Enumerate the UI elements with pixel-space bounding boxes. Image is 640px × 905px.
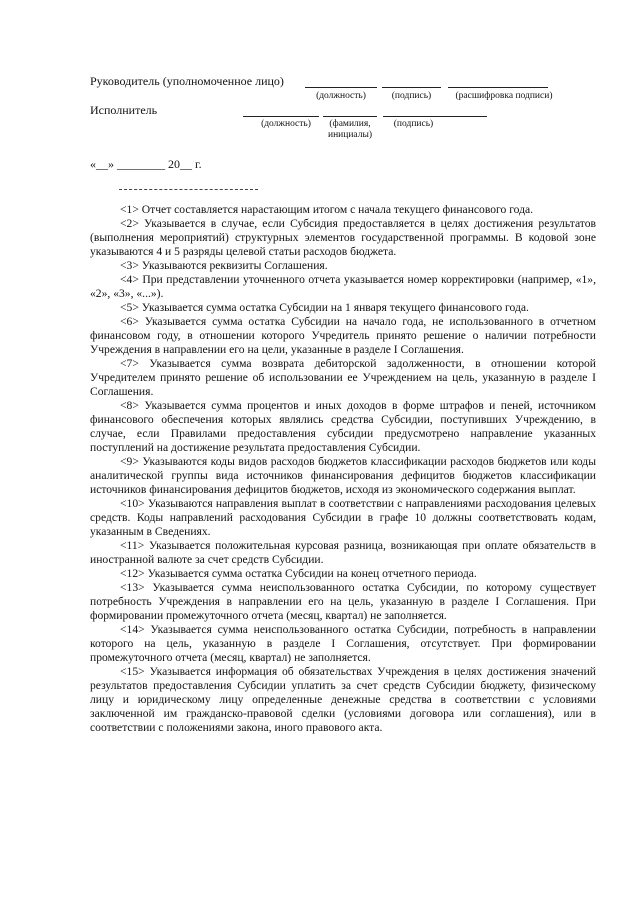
executor-name-caption-1: (фамилия, <box>329 119 371 129</box>
footnote-4: <4> При представлении уточненного отчета указывается номер корректировки (например, «1», «2», «3», «...»). <box>90 273 596 300</box>
executor-position-caption: (должность) <box>261 119 311 129</box>
executor-name-caption-2: инициалы) <box>327 130 372 140</box>
footnote-9: <9> Указываются коды видов расходов бюджетов классификации расходов бюджетов или коды аналитической группы вида источников финансирования дефицитов бюджетов классификации источников финансирования дефицитов бюджетов, исходя из экономического содержания выплат. <box>90 455 596 496</box>
head-decoding-caption: (расшифровка подписи) <box>455 91 553 101</box>
footnote-15: <15> Указывается информация об обязательствах Учреждения в целях достижения значений результатов предоставления Субсидии уплатить за счет средств Субсидии бюджету, физическому лицу и юридическому лицу определенные денежные средства в соответствии с условиями заключенной им гражданско-правовой сделки (условиями договора или соглашения), или в соответствии с положениями закона, иного правового акта. <box>90 665 596 734</box>
head-label: Руководитель (уполномоченное лицо) <box>90 74 284 88</box>
footnote-10: <10> Указываются направления выплат в соответствии с направлениями расходования целевых средств. Коды направлений расходования Субсидии в графе 10 должны соответствовать кодам, указанным в Сведениях. <box>90 497 596 538</box>
footnote-11: <11> Указывается положительная курсовая разница, возникающая при оплате обязательств в иностранной валюте за счет средств Субсидии. <box>90 539 596 566</box>
footnotes <box>90 203 596 735</box>
footnote-7: <7> Указывается сумма возврата дебиторской задолженности, в отношении которой Учредителем принято решение об использовании ее Учреждением на цель, указанную в разделе I Соглашения. <box>90 357 596 398</box>
executor-position-line <box>243 116 319 117</box>
footnote-2: <2> Указывается в случае, если Субсидия предоставляется в целях достижения результатов (выполнения мероприятий) структурных элементов государственной программы. В кодовой зоне указываются 4 и 5 разряды целевой статьи расходов бюджета. <box>90 217 596 258</box>
executor-name-line <box>323 116 377 117</box>
head-signature-caption: (подпись) <box>391 91 432 101</box>
footnote-14: <14> Указывается сумма неиспользованного остатка Субсидии, потребность в направлении которого на цель, указанную в разделе I Соглашения, отсутствует. При формировании промежуточного отчета (месяц, квартал) не заполняется. <box>90 623 596 664</box>
date-line: «__» ________ 20__ г. <box>90 157 202 171</box>
head-position-line <box>305 87 377 88</box>
executor-signature-caption: (подпись) <box>393 119 434 129</box>
footnote-3: <3> Указываются реквизиты Соглашения. <box>120 259 328 272</box>
head-decoding-line <box>448 87 548 88</box>
footnote-divider <box>119 189 258 190</box>
footnote-6: <6> Указывается сумма остатка Субсидии на начало года, не использованного в отчетном финансовом году, в отношении которого Учредитель принято решение о наличии потребности Учреждения в направлении его на цели, указанные в разделе I Соглашения. <box>90 315 596 356</box>
head-signature-line <box>382 87 441 88</box>
footnote-12: <12> Указывается сумма остатка Субсидии на конец отчетного периода. <box>120 567 477 580</box>
footnote-13: <13> Указывается сумма неиспользованного остатка Субсидии, по которому существует потребность Учреждения в направлении его на цель, указанную в разделе I Соглашения. При формировании промежуточного отчета (месяц, квартал) не заполняется. <box>90 581 596 622</box>
footnote-1: <1> Отчет составляется нарастающим итогом с начала текущего финансового года. <box>120 203 534 216</box>
head-position-caption: (должность) <box>316 91 366 101</box>
footnote-5: <5> Указывается сумма остатка Субсидии на 1 января текущего финансового года. <box>120 301 529 314</box>
footnote-8: <8> Указывается сумма процентов и иных доходов в форме штрафов и пеней, источником финансового обеспечения которых являлись средства Субсидии, поступивших Учреждению, в случае, если Правилами предоставления субсидии предусмотрено направление указанных поступлений на достижение результата предоставления Субсидии. <box>90 399 596 454</box>
executor-signature-line <box>383 116 487 117</box>
executor-label: Исполнитель <box>90 103 158 117</box>
